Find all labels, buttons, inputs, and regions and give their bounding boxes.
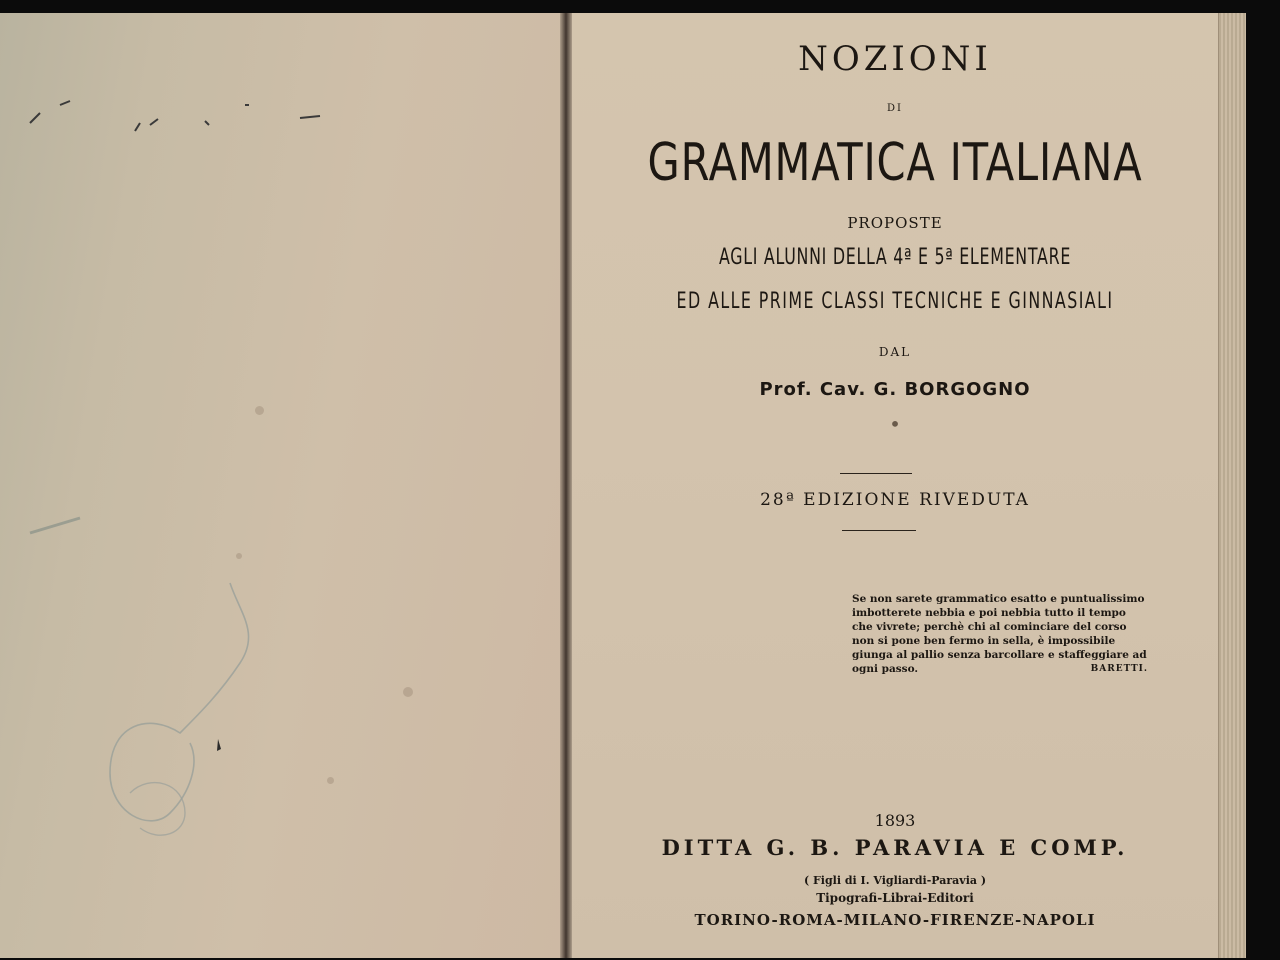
edition-label: 28ª EDIZIONE RIVEDUTA (760, 490, 1030, 510)
paper-spot (327, 777, 334, 784)
paper-spot (255, 406, 264, 415)
author-name: Prof. Cav. G. BORGOGNO (759, 379, 1031, 400)
paper-spot (236, 553, 242, 559)
book-gutter (560, 13, 572, 958)
epigraph-quote (852, 592, 1148, 676)
title-main: GRAMMATICA ITALIANA (647, 133, 1143, 193)
title-page (572, 13, 1218, 958)
ornament-dot: • (889, 412, 901, 436)
epigraph-author: BARETTI. (1090, 664, 1148, 674)
by-label: DAL (878, 345, 912, 359)
pencil-scribble-drawing (0, 13, 566, 958)
publisher-role: Tipografi-Librai-Editori (816, 891, 974, 905)
subtitle-line-1: PROPOSTE (847, 214, 943, 232)
rule-below-edition (842, 530, 916, 531)
left-blank-page (0, 13, 566, 958)
publisher-note: ( Figli di I. Vigliardi-Paravia ) (803, 874, 987, 887)
publisher-cities: TORINO-ROMA-MILANO-FIRENZE-NAPOLI (694, 911, 1096, 929)
open-book (0, 13, 1246, 958)
subtitle-line-2: AGLI ALUNNI DELLA 4ª E 5ª ELEMENTARE (718, 245, 1072, 270)
paper-spot (403, 687, 413, 697)
epigraph-text: Se non sarete grammatico esatto e puntualissimo imbotterete nebbia e poi nebbia tutto il tempo che vivrete; perchè chi al cominciare del corso non si pone ben fermo in sella, è impossibile giunga al pallio senza barcollare e staffeggiare ad ogni passo. (852, 593, 1147, 675)
publisher-name: DITTA G. B. PARAVIA E COMP. (661, 835, 1129, 860)
rule-above-edition (840, 473, 912, 474)
title-connector: DI (887, 103, 903, 114)
subtitle-line-3: ED ALLE PRIME CLASSI TECNICHE E GINNASIALI (676, 289, 1114, 314)
publication-year: 1893 (874, 811, 916, 830)
title-top: NOZIONI (798, 39, 992, 79)
page-edges (1218, 13, 1246, 958)
